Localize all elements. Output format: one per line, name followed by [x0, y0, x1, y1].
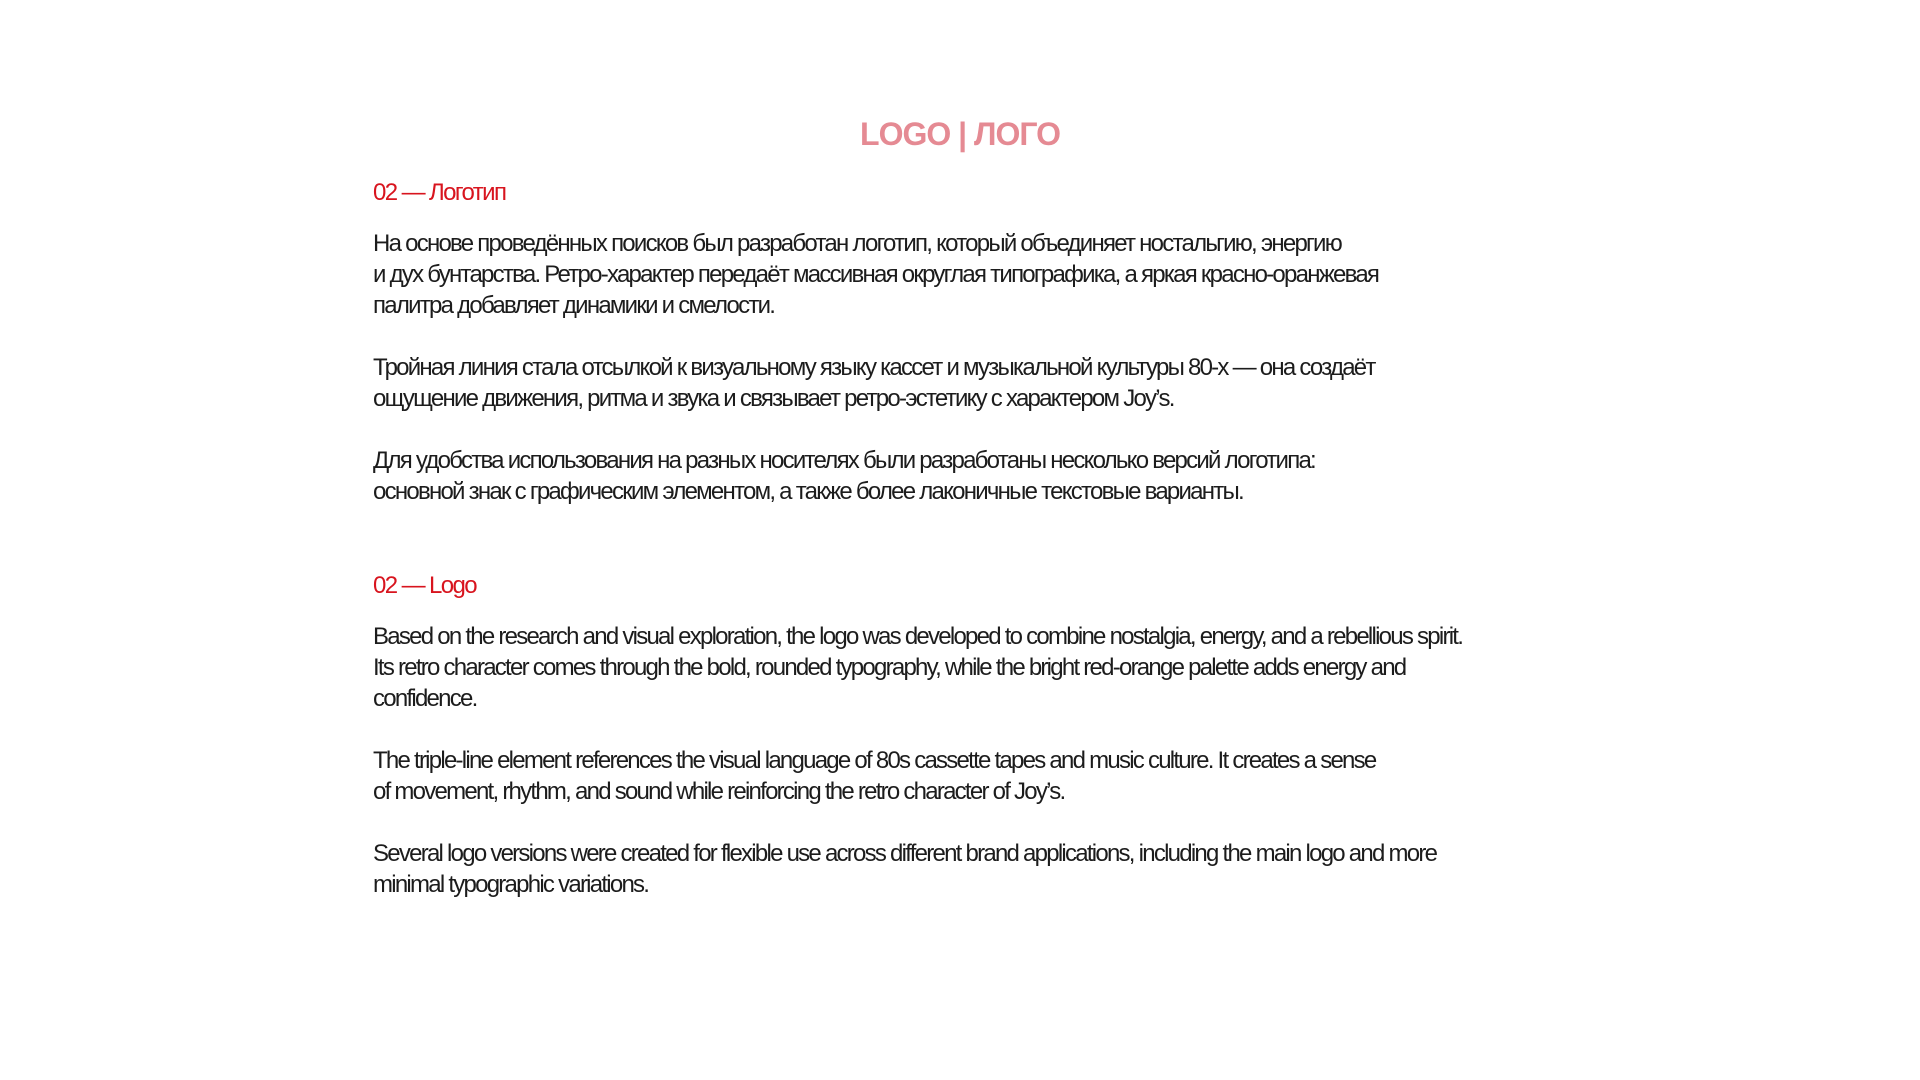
- text-line: Several logo versions were created for flexible use across different brand applications, including the main logo and more: [373, 840, 1437, 867]
- text-line: и дух бунтарства. Ретро-характер передаёт массивная округлая типографика, а яркая красно-оранжевая: [373, 261, 1379, 288]
- paragraph-en-1: [373, 621, 1573, 714]
- text-line: На основе проведённых поисков был разработан логотип, который объединяет ностальгию, энергию: [373, 230, 1341, 257]
- text-line: ощущение движения, ритма и звука и связывает ретро-эстетику с характером Joy’s.: [373, 385, 1174, 412]
- section-heading-russian: 02 — Логотип: [373, 179, 506, 206]
- text-line: Для удобства использования на разных носителях были разработаны несколько версий логотипа:: [373, 447, 1315, 474]
- text-line: of movement, rhythm, and sound while reinforcing the retro character of Joy’s.: [373, 778, 1065, 805]
- text-line: Based on the research and visual exploration, the logo was developed to combine nostalgia, energy, and a rebellious spirit.: [373, 623, 1463, 650]
- section-russian: [373, 178, 1573, 507]
- paragraph-en-3: [373, 838, 1573, 900]
- text-line: Тройная линия стала отсылкой к визуальному языку кассет и музыкальной культуры 80-х — она создаёт: [373, 354, 1375, 381]
- page-title: LOGO | ЛОГО: [860, 116, 1060, 152]
- text-line: Its retro character comes through the bold, rounded typography, while the bright red-orange palette adds energy and: [373, 654, 1406, 681]
- paragraph-ru-1: [373, 228, 1573, 321]
- paragraph-en-2: [373, 745, 1573, 807]
- text-line: палитра добавляет динамики и смелости.: [373, 292, 775, 319]
- section-english: [373, 571, 1573, 900]
- text-line: основной знак с графическим элементом, а также более лаконичные текстовые варианты.: [373, 478, 1243, 505]
- section-heading-english: 02 — Logo: [373, 572, 477, 599]
- text-line: minimal typographic variations.: [373, 871, 649, 898]
- text-line: confidence.: [373, 685, 477, 712]
- paragraph-ru-2: [373, 352, 1573, 414]
- text-line: The triple-line element references the visual language of 80s cassette tapes and music culture. It creates a sense: [373, 747, 1376, 774]
- paragraph-ru-3: [373, 445, 1573, 507]
